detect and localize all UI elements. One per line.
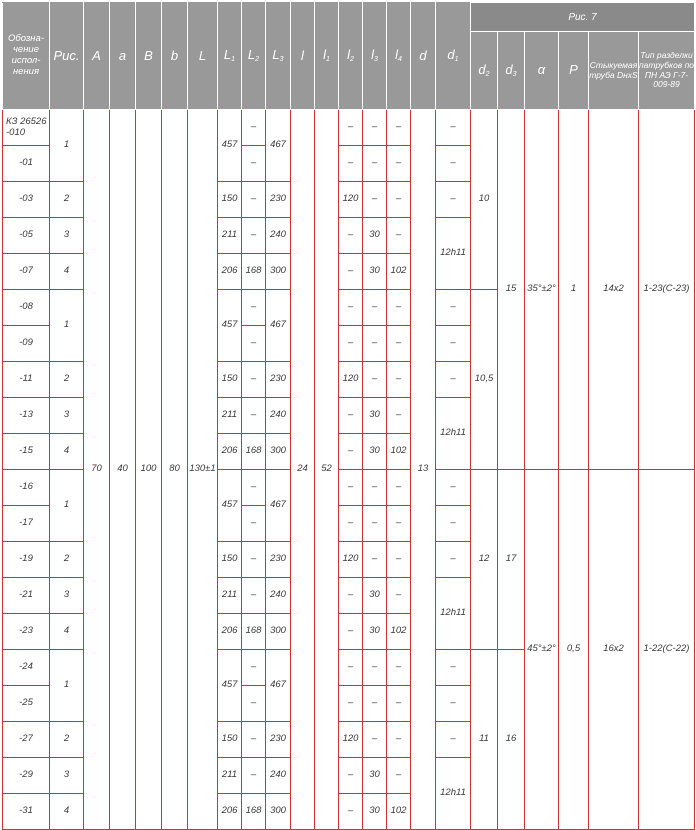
cell-l4: – (387, 686, 411, 722)
cell-designation: -09 (3, 326, 50, 362)
cell-L2: – (242, 326, 266, 362)
cell-d2: 10 (471, 110, 498, 290)
cell-designation: -21 (3, 578, 50, 614)
cell-l2: – (339, 578, 363, 614)
cell-designation: -07 (3, 254, 50, 290)
cell-thread-type: 1-23(С-23) (639, 110, 695, 470)
cell-L1: 150 (218, 542, 242, 578)
cell-l4: – (387, 182, 411, 218)
cell-fig: 3 (50, 218, 84, 254)
cell-fig: 1 (50, 650, 84, 722)
table-row (3, 110, 695, 146)
cell-fig: 1 (50, 470, 84, 542)
header-fig: Рис. (50, 3, 84, 110)
cell-d1: – (436, 326, 471, 362)
cell-L3: 240 (266, 578, 291, 614)
cell-l4: – (387, 506, 411, 542)
cell-l2: – (339, 254, 363, 290)
cell-l4: – (387, 146, 411, 182)
header-P: P (559, 32, 589, 110)
cell-L2: 168 (242, 794, 266, 830)
cell-L2: – (242, 506, 266, 542)
cell-designation: -05 (3, 218, 50, 254)
cell-designation: -15 (3, 434, 50, 470)
cell-L3: 467 (266, 470, 291, 542)
cell-l1-common: 52 (315, 110, 339, 830)
cell-designation: -13 (3, 398, 50, 434)
cell-L3: 230 (266, 542, 291, 578)
cell-l2: – (339, 686, 363, 722)
cell-alpha: 35°±2° (525, 110, 559, 470)
cell-d3: 15 (498, 110, 525, 470)
spec-table (2, 2, 695, 830)
cell-l2: – (339, 794, 363, 830)
cell-d1: – (436, 506, 471, 542)
cell-l3: – (363, 326, 387, 362)
header-d: d (411, 3, 436, 110)
cell-L1: 150 (218, 722, 242, 758)
cell-L3: 467 (266, 290, 291, 362)
cell-d1: – (436, 722, 471, 758)
cell-l4: 102 (387, 614, 411, 650)
cell-l2: – (339, 434, 363, 470)
cell-l4: – (387, 398, 411, 434)
cell-B-common: 100 (136, 110, 162, 830)
cell-l3: 30 (363, 578, 387, 614)
cell-L1: 150 (218, 182, 242, 218)
cell-L1: 150 (218, 362, 242, 398)
cell-l-common: 24 (291, 110, 315, 830)
cell-P: 1 (559, 110, 589, 470)
cell-b-common: 80 (162, 110, 188, 830)
cell-l3: 30 (363, 218, 387, 254)
cell-l2: – (339, 110, 363, 146)
cell-L2: – (242, 290, 266, 326)
cell-L1: 206 (218, 794, 242, 830)
cell-L1: 457 (218, 110, 242, 182)
cell-fig: 4 (50, 614, 84, 650)
cell-fig: 4 (50, 794, 84, 830)
cell-l2: – (339, 326, 363, 362)
cell-L2: – (242, 758, 266, 794)
cell-l4: – (387, 650, 411, 686)
cell-l3: – (363, 470, 387, 506)
cell-designation: -24 (3, 650, 50, 686)
cell-L2: – (242, 110, 266, 146)
cell-l2: – (339, 470, 363, 506)
cell-l3: – (363, 110, 387, 146)
header-L3: $L_3$ (266, 3, 291, 110)
header-b: b (162, 3, 188, 110)
cell-L2: – (242, 470, 266, 506)
cell-l3: 30 (363, 398, 387, 434)
cell-L1: 457 (218, 290, 242, 362)
cell-l2: – (339, 506, 363, 542)
cell-designation: -08 (3, 290, 50, 326)
cell-L3: 300 (266, 254, 291, 290)
cell-L3: 230 (266, 722, 291, 758)
cell-L3: 467 (266, 110, 291, 182)
cell-l4: – (387, 290, 411, 326)
cell-fig: 2 (50, 362, 84, 398)
cell-fig: 4 (50, 434, 84, 470)
cell-designation: -25 (3, 686, 50, 722)
cell-P: 0,5 (559, 470, 589, 830)
header-d3: $d_3$ (498, 32, 525, 110)
cell-l3: – (363, 542, 387, 578)
cell-L3: 230 (266, 362, 291, 398)
cell-fig: 4 (50, 254, 84, 290)
cell-l4: – (387, 110, 411, 146)
cell-L3: 240 (266, 758, 291, 794)
cell-l3: 30 (363, 254, 387, 290)
header-L: L (188, 3, 218, 110)
cell-l2: – (339, 290, 363, 326)
cell-L3: 467 (266, 650, 291, 722)
header-alpha: α (525, 32, 559, 110)
cell-d2: 11 (471, 650, 498, 830)
cell-l3: – (363, 290, 387, 326)
cell-d1: – (436, 542, 471, 578)
cell-l2: – (339, 398, 363, 434)
cell-l2: – (339, 758, 363, 794)
cell-L3: 300 (266, 434, 291, 470)
header-A: A (84, 3, 110, 110)
cell-l4: – (387, 470, 411, 506)
cell-designation: -17 (3, 506, 50, 542)
cell-l4: – (387, 218, 411, 254)
header-B: B (136, 3, 162, 110)
cell-l4: 102 (387, 794, 411, 830)
cell-pipe: 14x2 (589, 110, 639, 470)
cell-l2: – (339, 146, 363, 182)
cell-l4: – (387, 758, 411, 794)
cell-L2: – (242, 578, 266, 614)
cell-fig: 1 (50, 290, 84, 362)
cell-l3: 30 (363, 794, 387, 830)
cell-fig: 1 (50, 110, 84, 182)
header-L1: $L_1$ (218, 3, 242, 110)
cell-L1: 211 (218, 578, 242, 614)
cell-l3: 30 (363, 614, 387, 650)
cell-l3: – (363, 182, 387, 218)
cell-l4: 102 (387, 434, 411, 470)
header-L2: $L_2$ (242, 3, 266, 110)
cell-d1: – (436, 470, 471, 506)
cell-L2: – (242, 362, 266, 398)
cell-designation: -27 (3, 722, 50, 758)
cell-fig: 2 (50, 542, 84, 578)
cell-designation: -19 (3, 542, 50, 578)
cell-designation: -23 (3, 614, 50, 650)
cell-fig: 2 (50, 722, 84, 758)
cell-l4: – (387, 542, 411, 578)
header-designation: Обозна-чение испол-нения (3, 3, 50, 110)
cell-L2: – (242, 686, 266, 722)
cell-l3: 30 (363, 434, 387, 470)
cell-designation: -31 (3, 794, 50, 830)
cell-l2: 120 (339, 542, 363, 578)
header-l2: $l_2$ (339, 3, 363, 110)
cell-l2: – (339, 650, 363, 686)
cell-d3: 17 (498, 470, 525, 650)
cell-d1: – (436, 146, 471, 182)
cell-designation: -11 (3, 362, 50, 398)
cell-fig: 3 (50, 398, 84, 434)
cell-l3: – (363, 506, 387, 542)
cell-L3: 240 (266, 218, 291, 254)
cell-alpha: 45°±2° (525, 470, 559, 830)
cell-d1: 12h11 (436, 758, 471, 830)
cell-l3: – (363, 362, 387, 398)
cell-designation: -01 (3, 146, 50, 182)
cell-L3: 300 (266, 794, 291, 830)
header-thread-type: Тип разделки патрубков по ПН АЭ Г-7-009-89 (639, 32, 695, 110)
cell-l4: – (387, 578, 411, 614)
cell-d1: – (436, 686, 471, 722)
cell-L3: 240 (266, 398, 291, 434)
cell-l3: – (363, 650, 387, 686)
cell-L2: – (242, 218, 266, 254)
cell-L1: 206 (218, 254, 242, 290)
cell-designation: -03 (3, 182, 50, 218)
cell-fig: 3 (50, 758, 84, 794)
cell-designation: -29 (3, 758, 50, 794)
cell-A-common: 70 (84, 110, 110, 830)
cell-l4: – (387, 362, 411, 398)
cell-pipe: 16x2 (589, 470, 639, 830)
cell-l2: 120 (339, 362, 363, 398)
cell-thread-type: 1-22(С-22) (639, 470, 695, 830)
cell-l3: 30 (363, 758, 387, 794)
cell-d1: – (436, 362, 471, 398)
cell-L1: 457 (218, 650, 242, 722)
cell-L2: – (242, 398, 266, 434)
cell-l3: – (363, 686, 387, 722)
cell-d1: 12h11 (436, 578, 471, 650)
cell-L1: 211 (218, 218, 242, 254)
cell-fig: 2 (50, 182, 84, 218)
cell-L1: 211 (218, 398, 242, 434)
cell-L2: – (242, 146, 266, 182)
cell-fig: 3 (50, 578, 84, 614)
cell-designation: -16 (3, 470, 50, 506)
cell-d1: – (436, 110, 471, 146)
cell-L-common: 130±1 (188, 110, 218, 830)
cell-d3: 16 (498, 650, 525, 830)
cell-L2: – (242, 542, 266, 578)
cell-l4: 102 (387, 254, 411, 290)
cell-d1: 12h11 (436, 398, 471, 470)
cell-L2: – (242, 650, 266, 686)
cell-d-common: 13 (411, 110, 436, 830)
cell-L2: 168 (242, 434, 266, 470)
cell-L2: 168 (242, 614, 266, 650)
cell-l2: – (339, 614, 363, 650)
cell-L2: 168 (242, 254, 266, 290)
header-l3: $l_3$ (363, 3, 387, 110)
cell-l4: – (387, 722, 411, 758)
cell-l3: – (363, 722, 387, 758)
cell-L1: 211 (218, 758, 242, 794)
cell-d2: 12 (471, 470, 498, 650)
cell-l2: 120 (339, 722, 363, 758)
cell-d1: – (436, 290, 471, 326)
cell-L1: 206 (218, 434, 242, 470)
header-l1: $l_1$ (315, 3, 339, 110)
cell-L3: 300 (266, 614, 291, 650)
cell-L1: 457 (218, 470, 242, 542)
cell-l4: – (387, 326, 411, 362)
cell-l3: – (363, 146, 387, 182)
cell-designation: КЗ 26526 -010 (3, 110, 50, 146)
header-d2: $d_2$ (471, 32, 498, 110)
header-a: a (110, 3, 136, 110)
cell-a-common: 40 (110, 110, 136, 830)
cell-l2: – (339, 218, 363, 254)
cell-l2: 120 (339, 182, 363, 218)
cell-L2: – (242, 722, 266, 758)
cell-d1: – (436, 650, 471, 686)
header-l4: $l_4$ (387, 3, 411, 110)
header-d1: $d_1$ (436, 3, 471, 110)
cell-L3: 230 (266, 182, 291, 218)
header-l: l (291, 3, 315, 110)
cell-d1: – (436, 182, 471, 218)
cell-d2: 10,5 (471, 290, 498, 470)
header-pipe: Стыкуемая труба DнxS (589, 32, 639, 110)
cell-L1: 206 (218, 614, 242, 650)
cell-L2: – (242, 182, 266, 218)
header-group-fig7: Рис. 7 (471, 3, 695, 32)
cell-d1: 12h11 (436, 218, 471, 290)
